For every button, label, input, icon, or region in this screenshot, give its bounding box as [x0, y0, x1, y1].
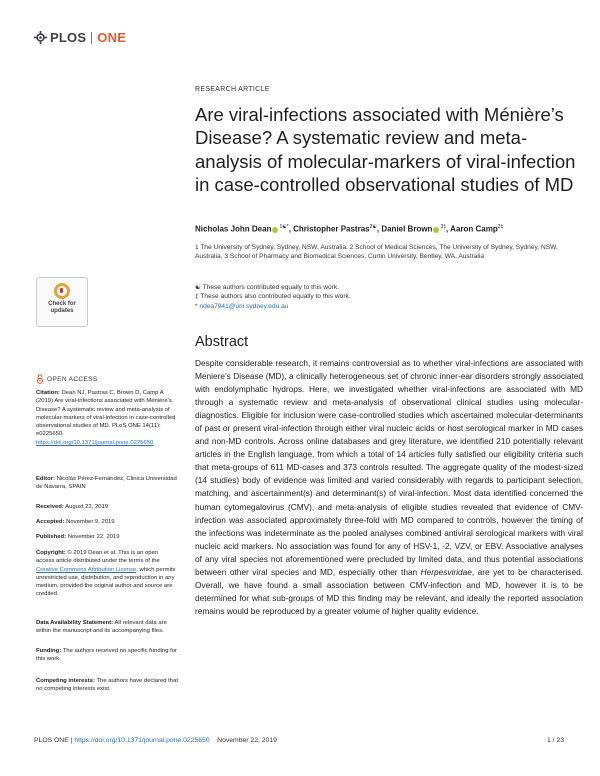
page-number: 1 / 23 [546, 737, 564, 744]
article-title: Are viral-infections associated with Ménière’s Disease? A systematic review and meta-analysis of molecular-markers of viral-infection in case-controlled observational studies of MD [195, 104, 576, 196]
editor-block [36, 475, 178, 492]
open-lock-icon [36, 374, 44, 384]
author-notes [195, 283, 495, 311]
open-access-badge [36, 374, 98, 384]
author-sup: 2‡ [497, 224, 504, 230]
abstract-italic-term: Herpesviridae [420, 566, 472, 577]
editor-label: Editor: [36, 476, 55, 482]
funding-block [36, 647, 178, 664]
corresponding-email-line [195, 302, 495, 311]
citation-text: Dean NJ, Pastras C, Brown D, Camp A (2019) Are viral-infections associated with Ménière’s Disease? A systematic review and meta-analysis of molecular-markers of viral-infection in case-controlled observational studies of MD. PLoS ONE 14(11): e0225650. [36, 390, 176, 438]
updates-label: updates [50, 308, 74, 314]
published-date [36, 533, 178, 541]
abstract-text [195, 357, 583, 618]
copyright-label: Copyright: [36, 550, 66, 556]
footer-doi-link[interactable]: https://doi.org/10.1371/journal.pone.0225650 [74, 737, 210, 744]
copyright-text: © 2019 Dean et al. This is an open access article distributed under the terms of the [36, 550, 160, 565]
accepted-text: November 9, 2019 [64, 519, 115, 525]
funding-text: The authors received no specific funding for this work. [36, 648, 178, 663]
cc-license-link[interactable]: Creative Commons Attribution License [36, 566, 137, 573]
published-text: November 22, 2019 [66, 534, 120, 540]
author-list: Nicholas John Dean $^{1☯*}$, Christopher Pastras$^{2☯}$, Daniel Brown $^{3\ddagger}$, Aaron Camp$^{2\ddagger}$ [195, 224, 504, 234]
logo-plos-text: PLOS [50, 30, 87, 45]
author-name[interactable]: Daniel Brown [381, 224, 433, 234]
article-type: RESEARCH ARTICLE [195, 86, 270, 93]
footer-separator: | [68, 737, 75, 744]
crossmark-icon [54, 283, 70, 299]
abstract-body-2: , are yet to be characterised. Overall, we have found a small association between CMV-infection and MD, however it is to be determined for what sub-groups of MD this finding may be relevant, and ideally the reported association remains would be reproduced by a greater volume of higher quality evidence. [195, 566, 583, 616]
footer-journal: PLOS ONE [34, 737, 69, 744]
received-label: Received: [36, 504, 64, 510]
orcid-icon[interactable] [433, 227, 439, 233]
received-text: August 22, 2019 [63, 504, 109, 510]
check-for-updates-badge[interactable] [36, 277, 88, 327]
affiliations: 1 The University of Sydney, Sydney, NSW, Australia, 2 School of Medical Sciences, The University of Sydney, Sydney, NSW, Australia, 3 School of Pharmacy and Biomedical Sciences, Curtin University, Bentley, WA, Australia [195, 244, 558, 261]
copyright-block [36, 549, 178, 599]
equal-contribution-note: ☯ These authors contributed equally to this work. [195, 284, 339, 291]
citation-label: Citation: [36, 390, 60, 396]
author-sup: 2☯ [369, 224, 377, 230]
data-availability-block [36, 619, 178, 636]
citation-block [36, 389, 178, 447]
author-name[interactable]: Christopher Pastras [293, 224, 370, 234]
accepted-date [36, 518, 178, 526]
citation-doi-link[interactable]: https://doi.org/10.1371/journal.pone.0225650 [36, 439, 154, 446]
also-equal-contribution-note: ‡ These authors also contributed equally to this work. [195, 293, 351, 301]
data-availability-label: Data Availability Statement: [36, 620, 114, 626]
accepted-label: Accepted: [36, 519, 65, 525]
plos-one-logo [34, 30, 126, 45]
published-label: Published: [36, 534, 67, 540]
footer-date: November 22, 2019 [217, 737, 277, 744]
footer-citation [34, 737, 277, 744]
abstract-heading: Abstract [195, 334, 249, 350]
copyright-text-2: , which permits unrestricted use, distribution, and reproduction in any medium, provided the original author and source are credited. [36, 566, 176, 598]
author-name[interactable]: Nicholas John Dean [195, 224, 272, 234]
orcid-icon[interactable] [272, 227, 278, 233]
plos-logo-icon [34, 31, 47, 44]
data-availability-text: All relevant data are within the manuscript and its accompanying files. [36, 620, 167, 635]
open-access-label: OPEN ACCESS [47, 375, 98, 383]
received-date [36, 503, 178, 511]
competing-interests-block [36, 677, 178, 694]
competing-interests-text: The authors have declared that no competing interests exist. [36, 678, 178, 693]
logo-divider [91, 32, 92, 44]
logo-one-text: ONE [97, 30, 127, 45]
abstract-body-1: Despite considerable research, it remains controversial as to whether viral-infections are associated with Meniere’s Disease (MD), a clinically heterogeneous set of chronic inner-ear disorders strongly associated with endolymphatic hydrops. Here, we investigated whether viral-infections are associated with MD through a systematic review and meta-analysis of observational clinical studies using molecular-diagnostics. Eligible for inclusion were case-controlled studies which ascertained molecular-determinants of past or present viral-infection through either viral nucleic acids or host serological marker in MD cases and non-MD controls. Across online databases and grey literature, we identified 210 potentially relevant articles in the English language, from which a total of 14 articles fully satisfied our eligibility criteria such that meta-groups of 611 MD-cases and 373 controls resulted. The aggregate quality of the modest-sized (14 studies) body of evidence was limited and varied considerably with regards to participant selection, matching, and ascertainment(s) and determinant(s) of viral-infection. Most data identified concerned the human cytomegalovirus (CMV), and meta-analysis of eligible studies revealed that evidence of CMV-infection was associated approximately three-fold with MD compared to controls, however the timing of the infections was indeterminate as the pooled analyses combined antiviral serological markers with viral nucleic acid markers. No association was found for any of HSV-1, -2, VZV, or EBV. Associative analyses of any viral species not aforementioned were precluded by limited data, and thus potential associations between other viral species and MD, especially other than [195, 358, 583, 577]
funding-label: Funding: [36, 648, 62, 654]
author-name[interactable]: Aaron Camp [450, 224, 498, 234]
corresponding-email-link[interactable]: ndea7941@uni.sydney.edu.au [199, 302, 289, 310]
competing-interests-label: Competing interests: [36, 678, 95, 684]
check-for-label: Check for [48, 301, 76, 307]
asterisk: * [195, 302, 200, 310]
author-sup: 1☯* [279, 224, 289, 230]
author-sup: 3‡ [440, 224, 447, 230]
editor-text: Nicolás Pérez-Fernández, Clinica Universidad de Navarra, SPAIN [36, 476, 177, 491]
page-footer [34, 737, 564, 749]
